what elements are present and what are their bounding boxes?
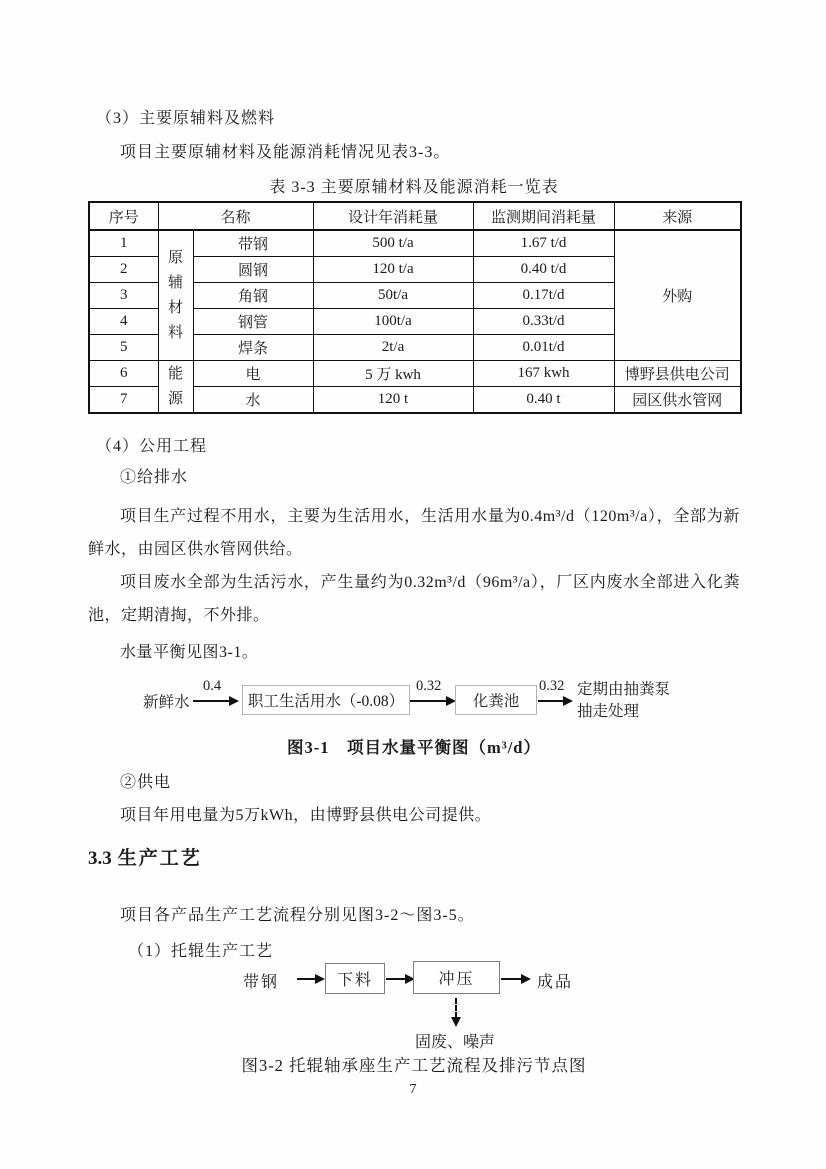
table-cell: 0.40 t/d	[473, 257, 614, 283]
header-monitor: 监测期间消耗量	[473, 202, 614, 230]
process1-subheading: （1）托辊生产工艺	[128, 943, 274, 960]
header-no: 序号	[89, 202, 158, 230]
header-design: 设计年消耗量	[313, 202, 473, 230]
output-label: 成品	[537, 974, 574, 991]
flow-value-1: 0.4	[203, 678, 222, 694]
table-cell: 4	[89, 309, 158, 335]
table-cell: 0.40 t	[473, 387, 614, 414]
arrow-right-icon	[297, 978, 323, 980]
table-cell: 0.33t/d	[473, 309, 614, 335]
process-box-domestic-water: 职工生活用水（-0.08）	[242, 685, 410, 715]
section3-intro: 项目主要原辅材料及能源消耗情况见表3-3。	[120, 144, 451, 161]
table-cell: 7	[89, 387, 158, 414]
materials-table	[88, 201, 742, 414]
table-cell: 2t/a	[313, 335, 473, 361]
table-cell: 钢管	[193, 309, 313, 335]
section33-intro: 项目各产品生产工艺流程分别见图3-2～图3-5。	[120, 907, 475, 924]
table-cell: 500 t/a	[313, 230, 473, 257]
page-number: 7	[409, 1082, 417, 1097]
table-cell: 120 t	[313, 387, 473, 414]
table-cell: 圆钢	[193, 257, 313, 283]
table-row	[89, 361, 741, 387]
header-name: 名称	[158, 202, 313, 230]
table-header-row	[89, 202, 741, 230]
figure32-caption: 图3-2 托辊轴承座生产工艺流程及排污节点图	[241, 1056, 587, 1075]
arrow-right-icon	[386, 978, 413, 980]
table-cell: 5 万 kwh	[313, 361, 473, 387]
section33-number: 3.3	[88, 848, 112, 869]
arrow-right-icon	[501, 978, 529, 980]
flow-value-2: 0.32	[416, 678, 442, 694]
table-cell: 电	[193, 361, 313, 387]
flow-value-3: 0.32	[539, 678, 565, 694]
table-cell: 角钢	[193, 283, 313, 309]
input-label-steel-strip: 带钢	[243, 974, 280, 991]
table-cell: 0.01t/d	[473, 335, 614, 361]
water-supply-subheading: ①给排水	[120, 469, 189, 486]
figure31-caption: 图3-1 项目水量平衡图（m³/d）	[287, 738, 541, 757]
arrow-right-icon	[193, 700, 237, 702]
section33-heading	[88, 845, 740, 873]
process-box-stamping: 冲压	[413, 961, 500, 994]
table-cell: 100t/a	[313, 309, 473, 335]
table-cell: 焊条	[193, 335, 313, 361]
arrow-down-dashed-icon	[455, 998, 457, 1018]
table-cell: 博野县供电公司	[614, 361, 741, 387]
table-row	[89, 230, 741, 257]
water-use-paragraph: 项目生产过程不用水，主要为生活用水，生活用水量为0.4m³/d（120m³/a），全部为新鲜水，由园区供水管网供给。	[88, 508, 740, 558]
header-source: 来源	[614, 202, 741, 230]
process-flow-diagram	[88, 959, 740, 1051]
disposal-note-line1: 定期由抽粪泵	[577, 681, 671, 698]
table-cell: 5	[89, 335, 158, 361]
power-paragraph: 项目年用电量为5万kWh，由博野县供电公司提供。	[120, 807, 492, 824]
disposal-note	[577, 679, 670, 723]
table-cell: 园区供水管网	[614, 387, 741, 414]
group-raw-materials: 原辅材料	[158, 230, 193, 361]
arrow-right-icon	[538, 700, 571, 702]
table-cell: 2	[89, 257, 158, 283]
table-cell: 3	[89, 283, 158, 309]
section4-heading: （4）公用工程	[96, 438, 208, 455]
wastewater-paragraph: 项目废水全部为生活污水，产生量约为0.32m³/d（96m³/a），厂区内废水全部进入化粪池，定期清掏，不外排。	[88, 574, 740, 624]
fresh-water-label: 新鲜水	[143, 694, 190, 711]
disposal-note-line2: 抽走处理	[577, 703, 640, 720]
group-energy: 能源	[158, 361, 193, 414]
table-cell: 120 t/a	[313, 257, 473, 283]
arrow-right-icon	[410, 700, 454, 702]
table-3-3-title: 表 3-3 主要原辅材料及能源消耗一览表	[269, 179, 559, 196]
section33-title: 生产工艺	[117, 848, 202, 869]
table-cell: 1.67 t/d	[473, 230, 614, 257]
table-cell: 6	[89, 361, 158, 387]
table-cell: 水	[193, 387, 313, 414]
table-cell: 带钢	[193, 230, 313, 257]
table-cell: 167 kwh	[473, 361, 614, 387]
table-cell: 1	[89, 230, 158, 257]
waste-label: 固废、噪声	[415, 1034, 496, 1051]
process-box-septic-tank: 化粪池	[455, 685, 537, 715]
section3-heading: （3）主要原辅料及燃料	[96, 110, 276, 127]
process-box-cutting: 下料	[325, 963, 385, 994]
water-balance-diagram	[88, 678, 740, 726]
page-content	[88, 0, 740, 1077]
table-cell: 0.17t/d	[473, 283, 614, 309]
power-supply-subheading: ②供电	[120, 774, 172, 791]
water-balance-ref-paragraph: 水量平衡见图3-1。	[120, 644, 259, 661]
table-cell: 50t/a	[313, 283, 473, 309]
table-cell-raw-source: 外购	[614, 230, 741, 361]
